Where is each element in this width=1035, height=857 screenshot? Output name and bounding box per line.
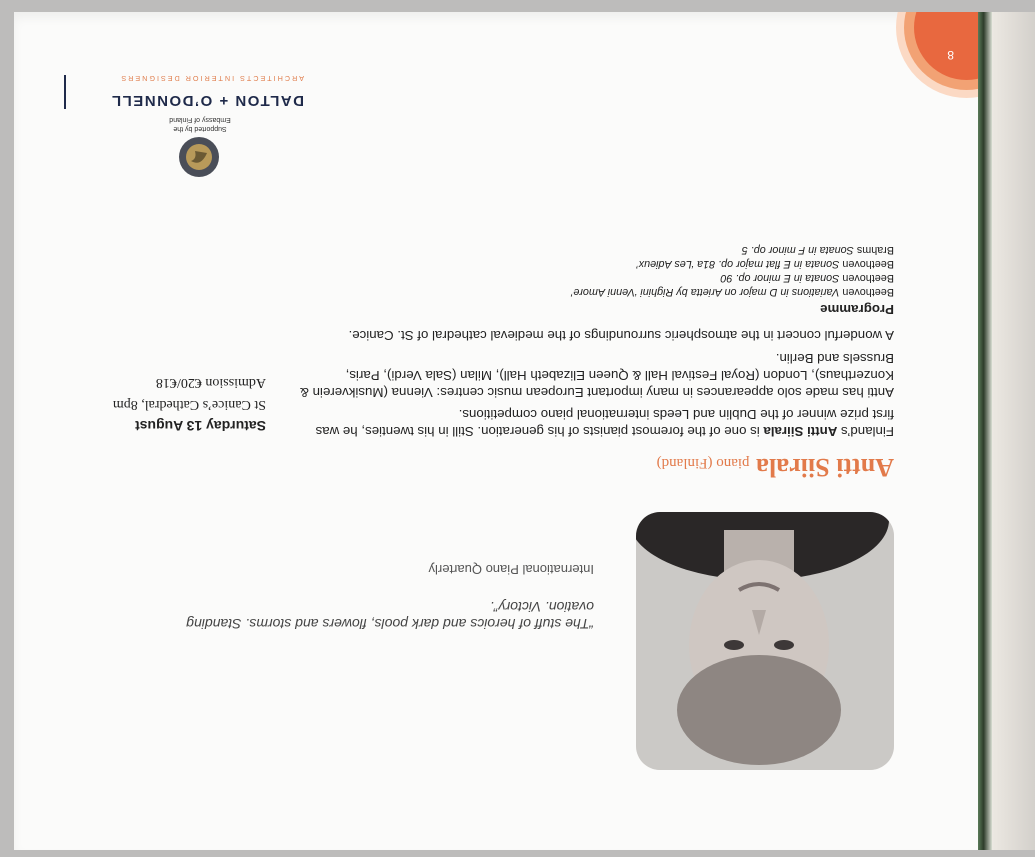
programme-work: Variations in D major on Arietta by Righini ‘Venni Amore’ (570, 286, 840, 299)
brochure-page (14, 12, 994, 850)
concert-heading (657, 452, 894, 482)
artist-photo (636, 512, 894, 770)
rotated-content (14, 12, 994, 850)
event-info (113, 371, 266, 437)
programme-title: Programme (820, 301, 894, 317)
embassy-seal-image (179, 137, 219, 177)
bio-p1-rest: is one of the foremost pianists of his generation. Still in his twenties, he was first prize winner of the Dublin and Leeds international piano competitions. (315, 407, 894, 439)
bio-p1-name: Antti Siirala (763, 424, 838, 439)
programme-work: Sonata in E flat major op. 81a ‘Les Adieux’ (636, 258, 840, 271)
concert-description (294, 243, 894, 439)
programme-composer: Beethoven (842, 272, 894, 285)
book-spine (978, 12, 992, 850)
programme-item-4 (742, 244, 894, 256)
quote-source: International Piano Quarterly (428, 562, 594, 577)
embassy-seal-icon (179, 137, 219, 177)
bio-paragraph-1 (294, 406, 894, 439)
event-venue: St Canice’s Cathedral, 8pm (112, 397, 266, 412)
programme-work: Sonata in F minor op. 5 (741, 244, 854, 257)
programme-composer: Beethoven (842, 258, 894, 271)
programme-item-3 (636, 258, 894, 270)
bio-paragraph-3: A wonderful concert in the atmospheric surroundings of the medieval cathedral of St. Canice. (348, 328, 894, 344)
sponsor-firm-tagline: ARCHITECTS INTERIOR DESIGNERS (119, 74, 304, 83)
bio-paragraph-2: Antti has made solo appearances in many important European music centres: Vienna (Musikverein & Konzerthaus), London (Royal Festival Hall & Queen Elizabeth Hall), Milan (Sala Verdi), Paris, Brussels and Berlin. (300, 351, 894, 400)
bio-p1-prefix: Finland’s (837, 424, 894, 439)
supported-by-line-1: Supported by the (173, 125, 227, 132)
programme-item-2 (721, 272, 894, 284)
sponsor-rule (64, 75, 66, 109)
supported-by (150, 115, 250, 133)
artist-subtitle: piano (Finland) (656, 455, 750, 471)
programme-composer: Brahms (856, 244, 894, 257)
page-edge (992, 12, 1035, 850)
event-admission: Admission €20/€18 (155, 375, 266, 390)
supported-by-line-2: Embassy of Finland (169, 116, 231, 123)
programme-item-1 (571, 286, 894, 298)
programme-composer: Beethoven (842, 286, 894, 299)
event-date: Saturday 13 August (135, 418, 266, 434)
sponsor-firm-name: DALTON + O’DONNELL (110, 92, 304, 109)
programme-work: Sonata in E minor op. 90 (720, 272, 840, 285)
page-number: 8 (947, 48, 954, 62)
press-quote: “The stuff of heroics and dark pools, flowers and storms. Standing ovation. Victory”. (186, 599, 594, 632)
programme-list (294, 243, 894, 299)
artist-name: Antti Siirala (756, 453, 894, 482)
artist-portrait-image (636, 512, 894, 770)
